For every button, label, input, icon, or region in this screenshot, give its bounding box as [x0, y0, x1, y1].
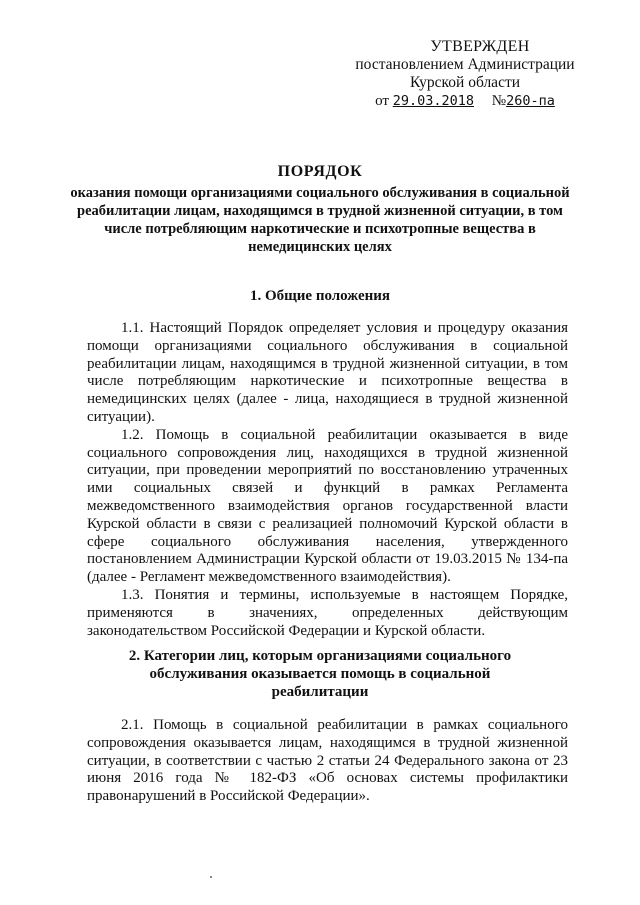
section-1-heading: 1. Общие положения: [249, 288, 391, 304]
approval-date: 29.03.2018: [392, 93, 475, 109]
approval-title: УТВЕРЖДЕН: [430, 38, 530, 55]
paragraph-1-3: 1.3. Понятия и термины, используемые в настоящем Порядке, применяются в значениях, определенных действующим законодательством Российской Федерации и Курской области.: [87, 586, 568, 639]
paragraph-1-1: 1.1. Настоящий Порядок определяет условия и процедуру оказания помощи организациями социального обслуживания в социальной реабилитации лицам, находящимся в трудной жизненной ситуации, в том числе потребляющим наркотические и психотропные вещества в немедицинских целях (далее - лица, находящиеся в трудной жизненной ситуации).: [87, 320, 568, 425]
section-2-body: [87, 717, 568, 806]
document-title: ПОРЯДОК: [277, 163, 363, 180]
section-2-heading: 2. Категории лиц, которым организациями социального обслуживания оказывается помощь в социальной реабилитации: [128, 648, 512, 700]
section-1-body: [87, 320, 568, 640]
approval-stamp: [350, 38, 580, 110]
scan-speck: [210, 876, 212, 878]
paragraph-1-2: 1.2. Помощь в социальной реабилитации оказывается в виде социального сопровождения лиц, находящихся в трудной жизненной ситуации, при проведении мероприятий по восстановлению утраченных ими социальных связей и функций в рамках Регламента межведомственного взаимодействия органов государственной власти Курской области в связи с реализацией полномочий Курской области в сфере социального обслуживания населения, утвержденного постановлением Администрации Курской области от 19.03.2015 № 134-па (далее - Регламент межведомственного взаимодействия).: [87, 426, 568, 586]
approval-line-2: Курской области: [409, 74, 521, 91]
approval-number-prefix: №: [491, 93, 507, 109]
document-subtitle: оказания помощи организациями социального обслуживания в социальной реабилитации лицам, находящимся в трудной жизненной ситуации, в том числе потребляющим наркотические и психотропные вещества в немедицинских целях: [70, 185, 570, 255]
paragraph-2-1: 2.1. Помощь в социальной реабилитации в рамках социального сопровождения оказывается лицам, находящимся в трудной жизненной ситуации, в соответствии с частью 2 статьи 24 Федерального закона от 23 июня 2016 года № 182-ФЗ «Об основах системы профилактики правонарушений в Российской Федерации».: [87, 717, 568, 805]
approval-date-prefix: от: [375, 93, 389, 109]
approval-line-1: постановлением Администрации: [355, 56, 575, 73]
approval-date-line: [350, 92, 580, 110]
approval-number: 260-па: [506, 93, 555, 109]
